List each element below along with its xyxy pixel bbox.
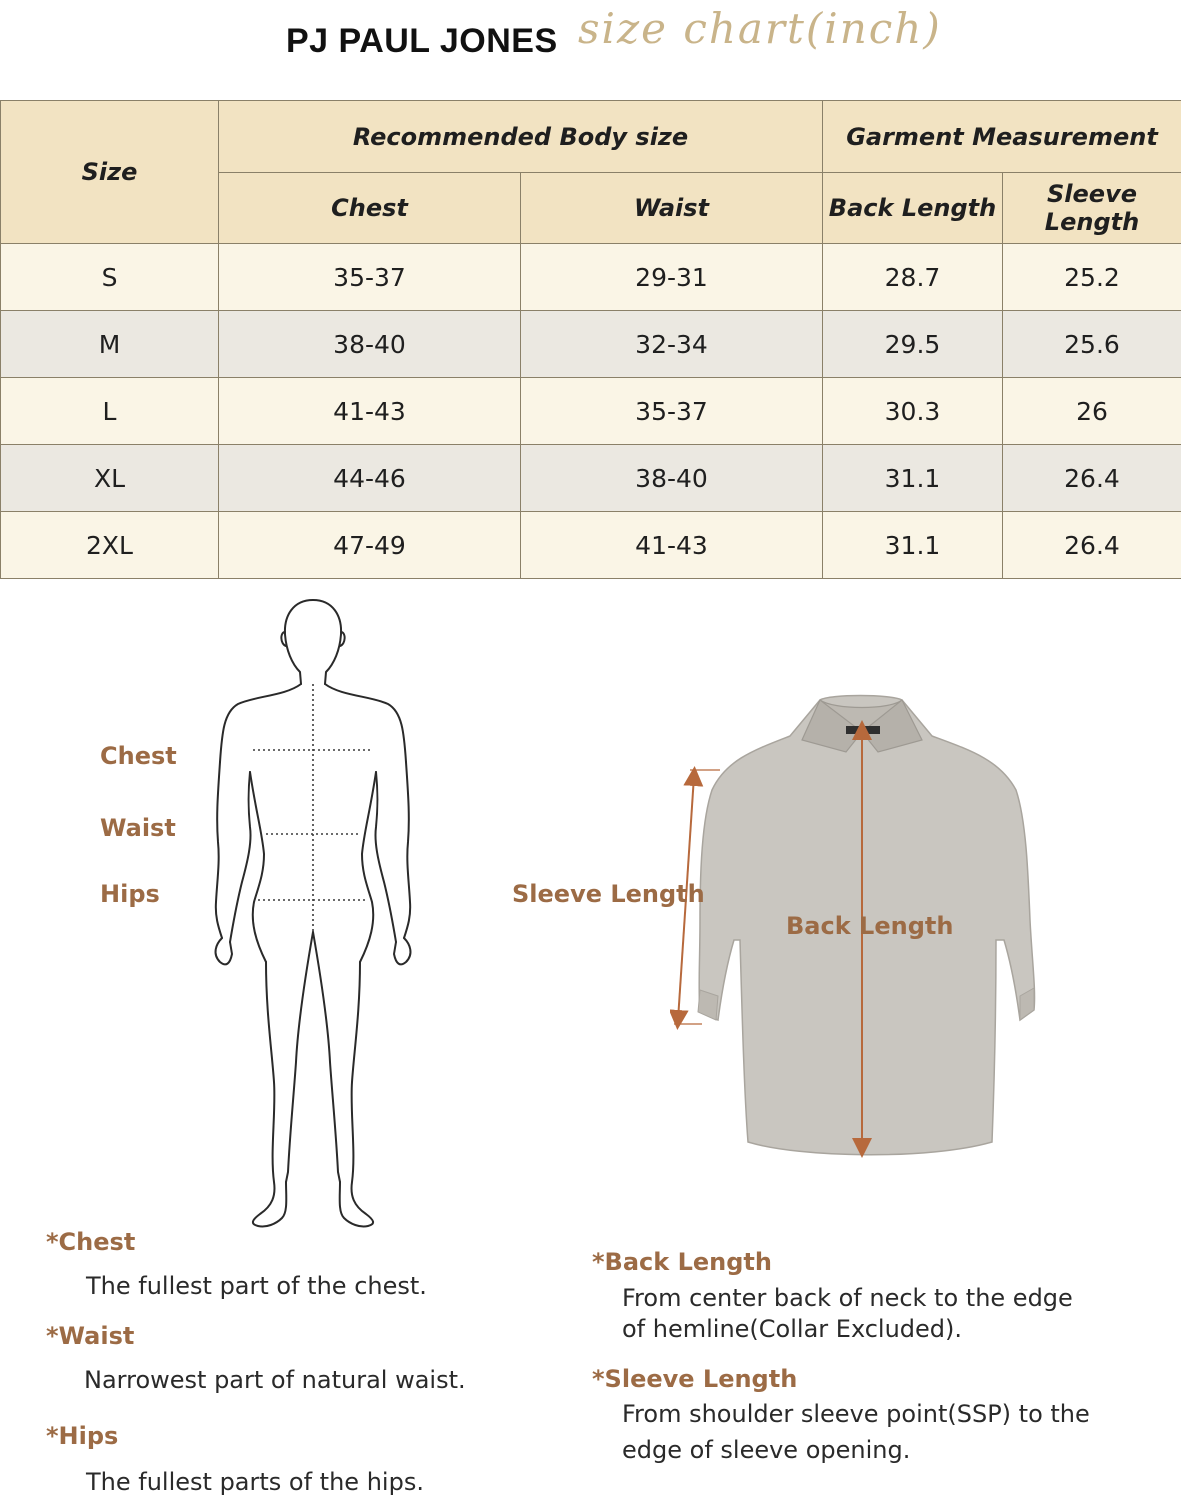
cell-back-length: 31.1 [823,445,1003,512]
definition-sleeve-length-line2: edge of sleeve opening. [622,1436,911,1464]
cell-size: 2XL [1,512,219,579]
body-label-hips: Hips [100,880,160,908]
cell-back-length: 31.1 [823,512,1003,579]
definition-back-length-line1: From center back of neck to the edge [622,1284,1073,1312]
cell-chest: 35-37 [219,244,521,311]
cell-back-length: 29.5 [823,311,1003,378]
table-row [1,378,1181,445]
cell-size: L [1,378,219,445]
cell-sleeve-length: 25.6 [1003,311,1181,378]
cell-chest: 41-43 [219,378,521,445]
cell-size: S [1,244,219,311]
definition-back-length-line2: of hemline(Collar Excluded). [622,1315,963,1343]
cell-waist: 32-34 [521,311,823,378]
body-label-waist: Waist [100,814,176,842]
table-row [1,512,1181,579]
definition-sleeve-length-heading: *Sleeve Length [592,1365,798,1393]
definition-chest-heading: *Chest [46,1228,136,1256]
header-recommended-body-size: Recommended Body size [219,101,823,173]
cell-waist: 41-43 [521,512,823,579]
body-label-chest: Chest [100,742,177,770]
definition-back-length-heading: *Back Length [592,1248,772,1276]
header-sleeve-length: Sleeve Length [1003,173,1181,244]
size-chart-script-title: size chart(inch) [578,4,942,53]
definition-hips-text: The fullest parts of the hips. [86,1468,424,1496]
cell-sleeve-length: 26.4 [1003,512,1181,579]
brand-title: PJ PAUL JONES [286,22,558,60]
definition-waist-text: Narrowest part of natural waist. [84,1366,466,1394]
shirt-label-back-length: Back Length [786,912,954,940]
cell-sleeve-length: 26.4 [1003,445,1181,512]
header-garment-measurement: Garment Measurement [823,101,1181,173]
definition-waist-heading: *Waist [46,1322,135,1350]
size-table [0,100,1181,579]
cell-chest: 38-40 [219,311,521,378]
cell-size: XL [1,445,219,512]
cell-sleeve-length: 26 [1003,378,1181,445]
definition-sleeve-length-line1: From shoulder sleeve point(SSP) to the [622,1400,1090,1428]
table-row [1,445,1181,512]
cell-chest: 44-46 [219,445,521,512]
cell-sleeve-length: 25.2 [1003,244,1181,311]
cell-waist: 35-37 [521,378,823,445]
cell-back-length: 28.7 [823,244,1003,311]
header-chest: Chest [219,173,521,244]
shirt-label-sleeve-length: Sleeve Length [512,880,705,908]
cell-size: M [1,311,219,378]
definition-hips-heading: *Hips [46,1422,119,1450]
cell-back-length: 30.3 [823,378,1003,445]
body-outline-figure [200,592,440,1232]
table-row [1,311,1181,378]
header-back-length: Back Length [823,173,1003,244]
definition-chest-text: The fullest part of the chest. [86,1272,427,1300]
cell-chest: 47-49 [219,512,521,579]
header-waist: Waist [521,173,823,244]
table-row [1,244,1181,311]
cell-waist: 38-40 [521,445,823,512]
header-size: Size [1,101,219,244]
cell-waist: 29-31 [521,244,823,311]
